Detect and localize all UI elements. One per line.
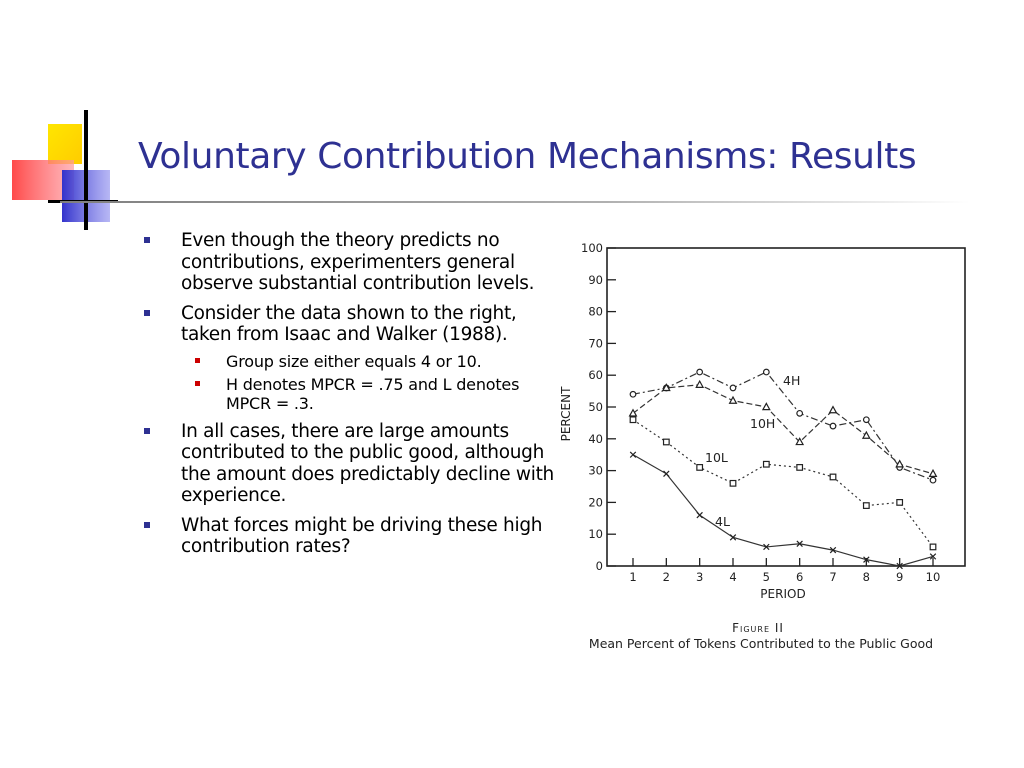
y-tick-label: 50 (588, 400, 603, 414)
bullet-item (140, 230, 560, 295)
figure-caption-title: Figure II (732, 621, 784, 635)
sub-bullet-list (181, 352, 560, 413)
data-point (930, 544, 936, 550)
y-tick-label: 70 (588, 336, 603, 351)
series-line-10l (633, 420, 933, 547)
sub-bullet-text: H denotes MPCR = .75 and L denotes MPCR = .3. (226, 374, 520, 413)
x-tick-label: 9 (896, 570, 904, 584)
data-point (763, 403, 770, 409)
bullet-item (140, 303, 560, 413)
x-tick-label: 3 (696, 570, 704, 584)
data-point (697, 369, 703, 375)
title-divider (60, 201, 970, 203)
slide-logo-decoration (0, 0, 140, 240)
bullet-marker (144, 310, 150, 316)
data-point (630, 391, 636, 397)
data-point (696, 381, 703, 387)
bullet-marker (144, 428, 150, 434)
y-tick-label: 0 (595, 559, 603, 573)
data-point (897, 500, 903, 506)
data-point (730, 397, 737, 403)
sub-bullet-marker (195, 381, 200, 386)
data-point (830, 407, 837, 413)
bullet-text: Consider the data shown to the right, taken from Isaac and Walker (1988). (181, 302, 517, 345)
x-tick-label: 5 (762, 570, 770, 584)
data-point (663, 384, 670, 390)
bullet-text: What forces might be driving these high contribution rates? (181, 514, 543, 557)
figure-caption: Mean Percent of Tokens Contributed to the Public Good (588, 636, 934, 651)
data-point (797, 465, 803, 471)
data-point (630, 417, 636, 423)
series-label-10h: 10H (750, 416, 776, 431)
x-tick-label: 7 (829, 570, 837, 584)
sub-bullet-marker (195, 358, 200, 363)
y-tick-label: 100 (581, 241, 603, 255)
series-line-4l (633, 455, 933, 566)
x-axis-label: PERIOD (760, 587, 806, 601)
x-tick-label: 10 (925, 570, 941, 584)
data-point (730, 481, 736, 487)
y-tick-label: 10 (588, 527, 603, 542)
sub-bullet-item (181, 352, 560, 371)
bullet-marker (144, 522, 150, 528)
data-point (864, 503, 870, 509)
data-point (764, 461, 770, 467)
x-tick-label: 4 (729, 570, 737, 584)
data-point (896, 461, 903, 467)
y-tick-label: 60 (588, 368, 603, 383)
data-point (864, 417, 870, 423)
contribution-line-chart (555, 236, 985, 656)
y-tick-label: 80 (588, 304, 603, 319)
series-label-4l: 4L (715, 514, 730, 529)
series-line-4h (633, 372, 933, 480)
y-tick-label: 20 (588, 495, 603, 510)
x-tick-label: 1 (629, 570, 637, 584)
bullet-item (140, 515, 560, 558)
y-axis-label: PERCENT (559, 386, 573, 442)
bullet-marker (144, 237, 150, 243)
sub-bullet-item (181, 375, 560, 413)
x-tick-label: 2 (662, 570, 670, 584)
data-point (764, 369, 770, 375)
y-tick-label: 30 (588, 463, 603, 478)
x-tick-label: 6 (796, 570, 804, 584)
plot-frame (607, 248, 965, 566)
data-point (664, 439, 670, 445)
data-point (930, 470, 937, 476)
data-point (930, 477, 936, 483)
x-tick-label: 8 (862, 570, 870, 584)
slide-title: Voluntary Contribution Mechanisms: Results (138, 136, 917, 177)
series-label-10l: 10L (705, 450, 728, 465)
data-point (630, 410, 637, 416)
series-line-10h (633, 385, 933, 474)
y-tick-label: 40 (588, 431, 603, 446)
bullet-text: Even though the theory predicts no contributions, experimenters general observe substantial contribution levels. (181, 230, 535, 294)
sub-bullet-text: Group size either equals 4 or 10. (226, 351, 482, 371)
data-point (697, 465, 703, 471)
y-tick-label: 90 (588, 272, 603, 287)
data-point (863, 432, 870, 438)
bullet-list (140, 230, 560, 566)
bullet-item (140, 421, 560, 507)
data-point (730, 385, 736, 391)
series-label-4h: 4H (783, 373, 801, 388)
data-point (830, 423, 836, 429)
data-point (797, 411, 803, 417)
data-point (830, 474, 836, 480)
bullet-text: In all cases, there are large amounts contributed to the public good, although the amount does predictably decline with experience. (181, 420, 554, 506)
